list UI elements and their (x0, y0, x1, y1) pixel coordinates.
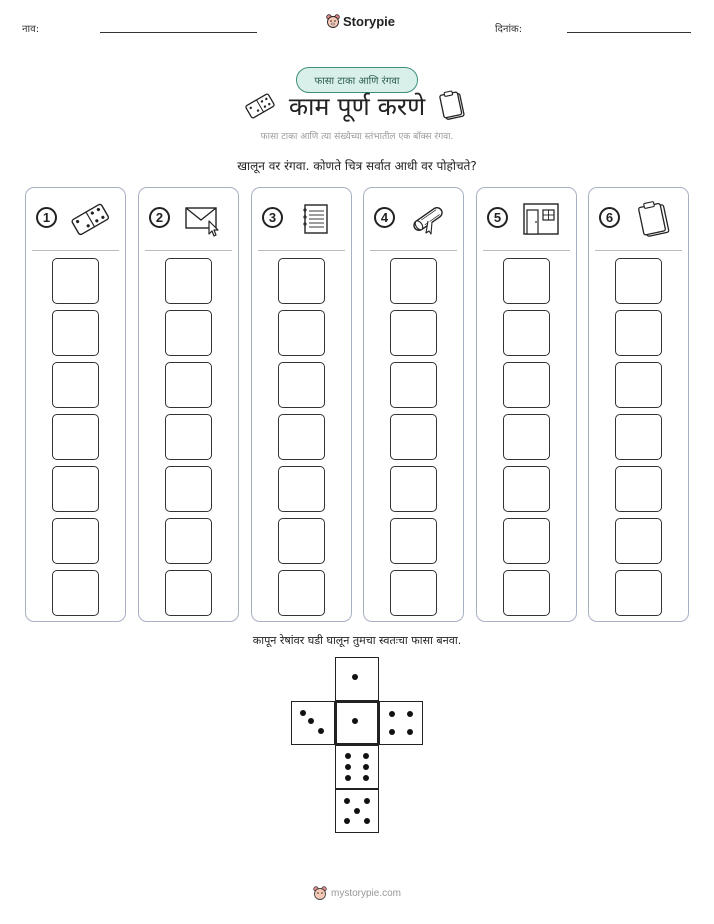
brand-name: Storypie (343, 14, 396, 29)
name-line[interactable] (100, 32, 257, 33)
column-number: 5 (487, 207, 508, 228)
column-number: 4 (374, 207, 395, 228)
name-label: नाव: (22, 24, 40, 35)
color-box[interactable] (278, 518, 325, 564)
date-line[interactable] (567, 32, 691, 33)
dice-face-4 (379, 701, 423, 745)
color-box[interactable] (278, 414, 325, 460)
color-box[interactable] (503, 466, 550, 512)
color-box[interactable] (52, 414, 99, 460)
page-title: काम पूर्ण करणे (288, 92, 426, 121)
color-box[interactable] (615, 518, 662, 564)
color-box[interactable] (52, 310, 99, 356)
color-box[interactable] (615, 310, 662, 356)
dice-face-3 (291, 701, 335, 745)
color-box[interactable] (390, 258, 437, 304)
column-5 (476, 187, 577, 622)
color-box[interactable] (165, 466, 212, 512)
color-box[interactable] (165, 362, 212, 408)
column-divider (595, 250, 682, 251)
column-divider (483, 250, 570, 251)
color-box[interactable] (503, 362, 550, 408)
color-box[interactable] (615, 258, 662, 304)
color-box[interactable] (52, 466, 99, 512)
column-number: 2 (149, 207, 170, 228)
dice-face-5 (335, 789, 379, 833)
envelope-cursor-icon (183, 201, 223, 237)
column-number: 6 (599, 207, 620, 228)
dice-face-1 (335, 701, 379, 745)
column-divider (32, 250, 119, 251)
color-box[interactable] (615, 466, 662, 512)
color-box[interactable] (615, 414, 662, 460)
color-box[interactable] (165, 518, 212, 564)
color-box[interactable] (503, 258, 550, 304)
footer-url[interactable]: mystorypie.com (330, 888, 401, 899)
column-6 (588, 187, 689, 622)
bear-logo-icon (313, 886, 327, 901)
column-1 (25, 187, 126, 622)
color-box[interactable] (52, 258, 99, 304)
color-box[interactable] (503, 310, 550, 356)
color-box[interactable] (278, 258, 325, 304)
notebook-icon (296, 201, 336, 237)
page-subtitle: फासा टाका आणि त्या संख्येच्या स्तंभातील एक बॉक्स रंगवा. (260, 132, 454, 142)
date-label: दिनांक: (495, 24, 523, 35)
column-2 (138, 187, 239, 622)
clipboard-icon (633, 201, 673, 237)
color-box[interactable] (390, 362, 437, 408)
color-box[interactable] (165, 414, 212, 460)
color-box[interactable] (278, 310, 325, 356)
color-box[interactable] (503, 518, 550, 564)
cut-instruction: कापून रेषांवर घडी घालून तुमचा स्वतःचा फासा बनवा. (252, 634, 462, 647)
door-window-icon (521, 201, 561, 237)
color-box[interactable] (52, 570, 99, 616)
column-divider (258, 250, 345, 251)
dice-face-1 (335, 657, 379, 701)
color-box[interactable] (390, 466, 437, 512)
instruction-text: खालून वर रंगवा. कोणते चित्र सर्वात आधी वर पोहोचते? (237, 159, 477, 173)
column-3 (251, 187, 352, 622)
color-box[interactable] (390, 310, 437, 356)
footer (0, 886, 714, 904)
color-box[interactable] (503, 570, 550, 616)
brand-logo (326, 14, 395, 29)
column-divider (145, 250, 232, 251)
scroll-diploma-icon (408, 201, 448, 237)
column-4 (363, 187, 464, 622)
dice-face-6 (335, 745, 379, 789)
color-box[interactable] (615, 362, 662, 408)
color-box[interactable] (390, 414, 437, 460)
color-box[interactable] (52, 518, 99, 564)
column-divider (370, 250, 457, 251)
bear-logo-icon (326, 14, 340, 29)
color-box[interactable] (52, 362, 99, 408)
column-number: 1 (36, 207, 57, 228)
color-box[interactable] (390, 570, 437, 616)
color-box[interactable] (278, 362, 325, 408)
clipboard-icon (436, 90, 470, 122)
domino-icon (70, 201, 110, 237)
topic-pill: फासा टाका आणि रंगवा (296, 67, 418, 93)
color-box[interactable] (278, 466, 325, 512)
column-number: 3 (262, 207, 283, 228)
color-box[interactable] (390, 518, 437, 564)
color-box[interactable] (278, 570, 325, 616)
color-box[interactable] (165, 310, 212, 356)
color-box[interactable] (615, 570, 662, 616)
color-box[interactable] (165, 258, 212, 304)
color-box[interactable] (503, 414, 550, 460)
color-box[interactable] (165, 570, 212, 616)
